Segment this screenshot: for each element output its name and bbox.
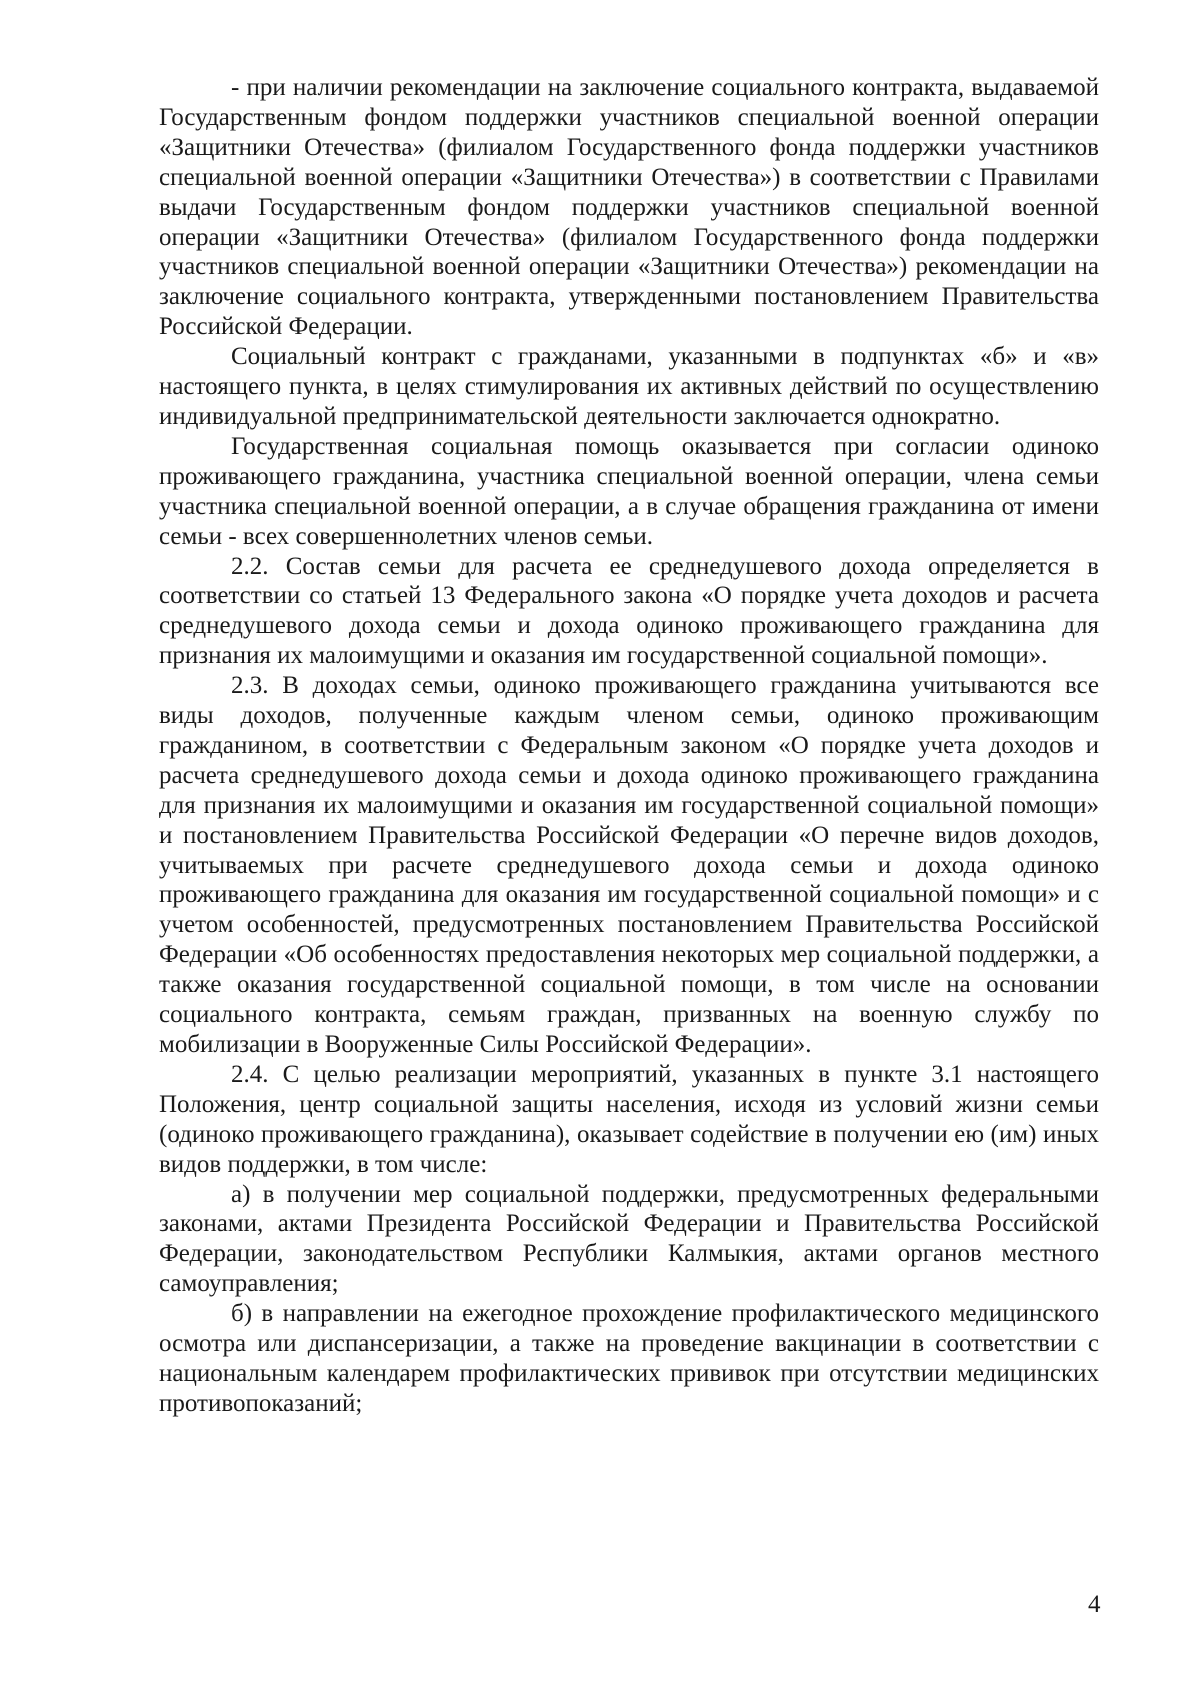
paragraph-social-contract-once: Социальный контракт с гражданами, указанными в подпунктах «б» и «в» настоящего пункта, в целях стимулирования их активных действий по осуществлению индивидуальной предпринимательской деятельности заключается однократно. [159, 343, 1099, 430]
paragraph-consent: Государственная социальная помощь оказывается при согласии одиноко проживающего гражданина, участника специальной военной операции, члена семьи участника специальной военной операции, а в случае обращения гражданина от имени семьи - всех совершеннолетних членов семьи. [159, 432, 1099, 550]
page-number: 4 [1088, 1591, 1101, 1618]
paragraph-2-4: 2.4. С целью реализации мероприятий, указанных в пункте 3.1 настоящего Положения, центр социальной защиты населения, исходя из условий жизни семьи (одиноко проживающего гражданина), оказывает содействие в получении ею (им) иных видов поддержки, в том числе: [159, 1060, 1099, 1178]
paragraph-sub-item-recommendation: - при наличии рекомендации на заключение социального контракта, выдаваемой Государственным фондом поддержки участников специальной военной операции «Защитники Отечества» (филиалом Государственного фонда поддержки участников специальной военной операции «Защитники Отечества») в соответствии с Правилами выдачи Государственным фондом поддержки участников специальной военной операции «Защитники Отечества» (филиалом Государственного фонда поддержки участников специальной военной операции «Защитники Отечества») рекомендации на заключение социального контракта, утвержденными постановлением Правительства Российской Федерации. [159, 74, 1099, 341]
paragraph-2-2: 2.2. Состав семьи для расчета ее среднедушевого дохода определяется в соответствии со статьей 13 Федерального закона «О порядке учета доходов и расчета среднедушевого дохода семьи и дохода одиноко проживающего гражданина для признания их малоимущими и оказания им государственной социальной помощи». [159, 552, 1099, 670]
document-body [159, 73, 1099, 1419]
paragraph-item-a: а) в получении мер социальной поддержки, предусмотренных федеральными законами, актами Президента Российской Федерации и Правительства Российской Федерации, законодательством Республики Калмыкия, актами органов местного самоуправления; [159, 1180, 1099, 1298]
paragraph-2-3: 2.3. В доходах семьи, одиноко проживающего гражданина учитываются все виды доходов, полученные каждым членом семьи, одиноко проживающим гражданином, в соответствии с Федеральным законом «О порядке учета доходов и расчета среднедушевого дохода семьи и дохода одиноко проживающего гражданина для признания их малоимущими и оказания им государственной социальной помощи» и постановлением Правительства Российской Федерации «О перечне видов доходов, учитываемых при расчете среднедушевого дохода семьи и дохода одиноко проживающего гражданина для оказания им государственной социальной помощи» и с учетом особенностей, предусмотренных постановлением Правительства Российской Федерации «Об особенностях предоставления некоторых мер социальной поддержки, а также оказания государственной социальной помощи, в том числе на основании социального контракта, семьям граждан, призванных на военную службу по мобилизации в Вооруженные Силы Российской Федерации». [159, 672, 1099, 1058]
paragraph-item-b: б) в направлении на ежегодное прохождение профилактического медицинского осмотра или диспансеризации, а также на проведение вакцинации в соответствии с национальным календарем профилактических прививок при отсутствии медицинских противопоказаний; [159, 1300, 1099, 1417]
